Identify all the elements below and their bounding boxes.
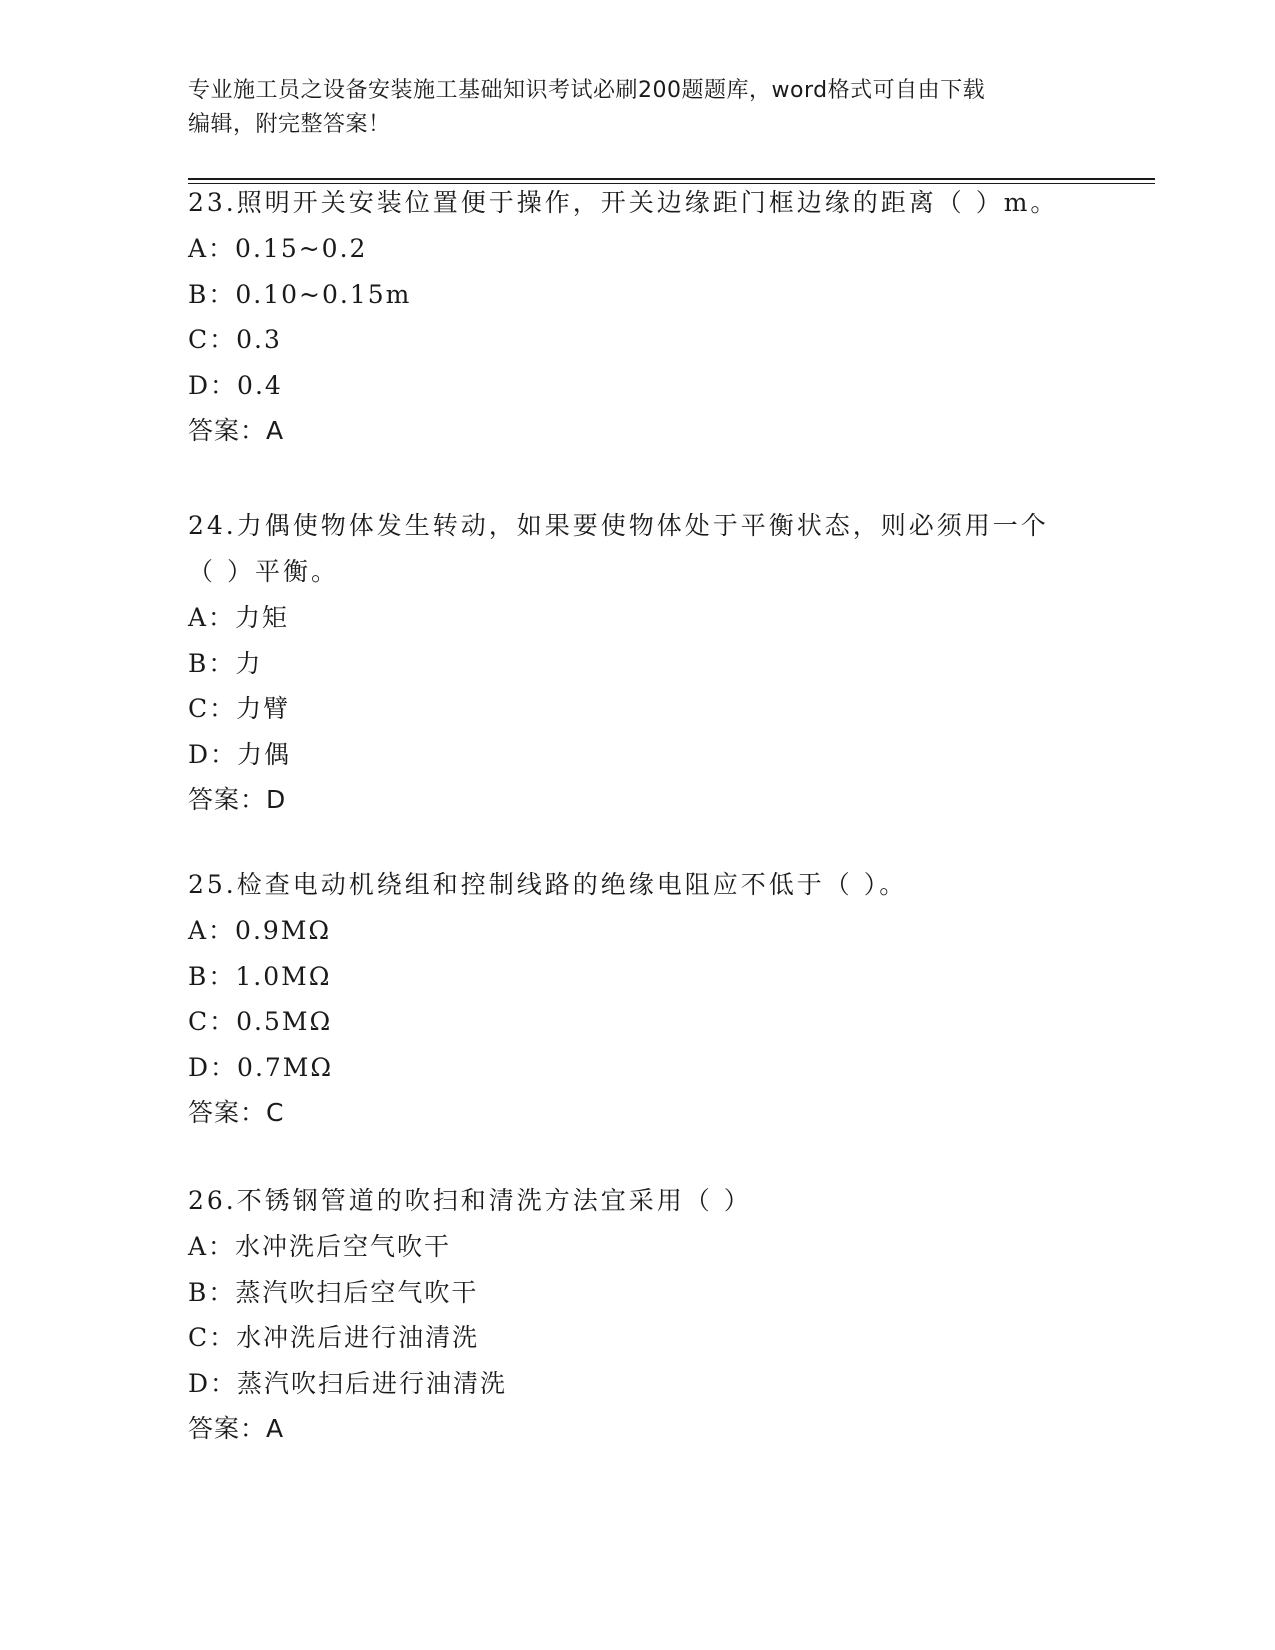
question-24	[188, 503, 1088, 823]
question-stem: 25.检查电动机绕组和控制线路的绝缘电阻应不低于（ ）。	[188, 870, 908, 899]
question-stem: 26.不锈钢管道的吹扫和清洗方法宜采用（ ）	[188, 1186, 752, 1215]
question-stem-line-2: （ ）平衡。	[188, 557, 339, 586]
option-c: C：0.5MΩ	[188, 1007, 333, 1036]
option-a: A：0.15~0.2	[188, 234, 368, 263]
question-23	[188, 180, 1088, 454]
answer-line: 答案：C	[188, 1098, 285, 1127]
option-d: D：0.7MΩ	[188, 1052, 334, 1082]
option-d: D：0.4	[188, 370, 283, 400]
option-a: A：0.9MΩ	[188, 916, 332, 945]
option-b: B：1.0MΩ	[188, 961, 332, 991]
answer-line: 答案：A	[188, 1414, 285, 1443]
question-stem-line-1: 24.力偶使物体发生转动，如果要使物体处于平衡状态，则必须用一个	[188, 511, 1049, 540]
option-c: C：力臂	[188, 694, 291, 723]
option-c: C：水冲洗后进行油清洗	[188, 1323, 480, 1352]
question-26	[188, 1178, 1088, 1452]
option-c: C：0.3	[188, 325, 282, 354]
answer-line: 答案：A	[188, 416, 285, 445]
option-a: A：水冲洗后空气吹干	[188, 1232, 452, 1261]
option-b: B：蒸汽吹扫后空气吹干	[188, 1277, 479, 1307]
header-line-1: 专业施工员之设备安装施工基础知识考试必刷200题题库，word格式可自由下载	[188, 78, 986, 103]
option-b: B：力	[188, 648, 263, 678]
question-stem: 23.照明开关安装位置便于操作，开关边缘距门框边缘的距离（ ）m。	[188, 188, 1059, 217]
answer-line: 答案：D	[188, 785, 287, 814]
document-header	[188, 74, 1068, 142]
question-25	[188, 862, 1088, 1136]
option-b: B：0.10~0.15m	[188, 279, 412, 309]
option-d: D：蒸汽吹扫后进行油清洗	[188, 1368, 508, 1398]
option-d: D：力偶	[188, 739, 292, 769]
option-a: A：力矩	[188, 603, 290, 632]
header-line-2: 编辑，附完整答案！	[188, 112, 391, 137]
